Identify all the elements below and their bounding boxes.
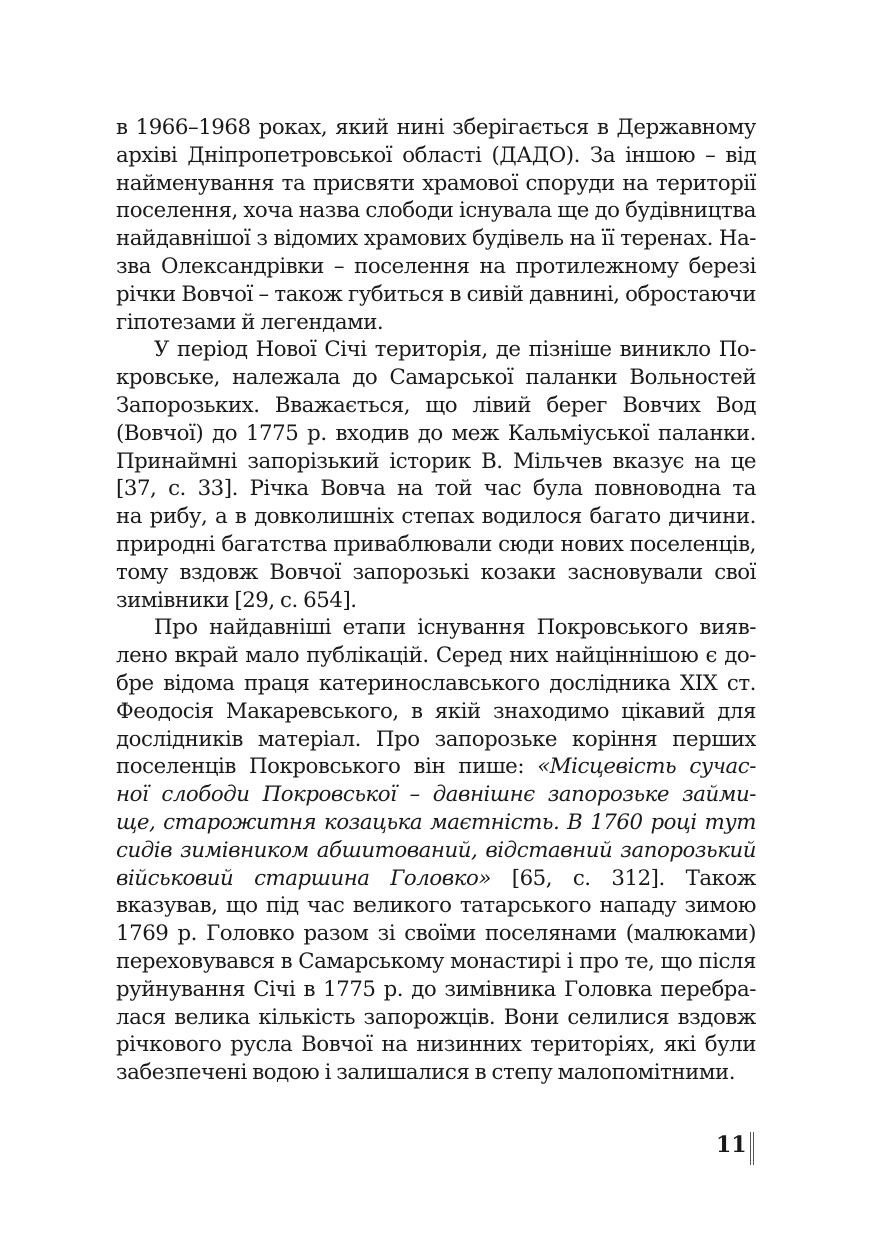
- text-line: [116, 364, 756, 392]
- text-line: [116, 559, 756, 587]
- line-text: гіпотезами й легендами.: [116, 309, 384, 335]
- line-text: 1769 р. Головко разом зі своїми поселянами (малюками): [116, 921, 756, 947]
- text-line: [116, 531, 756, 559]
- italic-quote-text: «Місцевість сучас-: [537, 754, 756, 780]
- line-text: У період Нової Січі територія, де пізніше виникло По-: [154, 337, 756, 363]
- line-text: лася велика кількість запорожців. Вони селилися вздовж: [116, 1004, 756, 1030]
- line-text: тому вздовж Вовчої запорозькі козаки засновували свої: [116, 559, 756, 585]
- line-text: бре відома праця катеринославського дослідника XIX ст.: [116, 670, 756, 696]
- text-line: [116, 225, 756, 253]
- text-line: [116, 614, 756, 642]
- text-line: [116, 1004, 756, 1032]
- text-line: [116, 753, 756, 781]
- text-line: [116, 920, 756, 948]
- text-line: [116, 670, 756, 698]
- line-text: природні багатства приваблювали сюди нових поселенців,: [116, 531, 756, 557]
- line-text: кровське, належала до Самарської паланки Вольностей: [116, 365, 756, 391]
- text-line: [116, 892, 756, 920]
- paragraph: [116, 336, 756, 614]
- text-line: [116, 170, 756, 198]
- text-line: [116, 587, 756, 615]
- line-text: найдавнішої з відомих храмових будівель на її теренах. На-: [116, 226, 756, 252]
- text-line: [116, 420, 756, 448]
- text-line: [116, 865, 756, 893]
- line-text: (Вовчої) до 1775 р. входив до меж Кальміуської паланки.: [116, 420, 756, 446]
- line-text: забезпечені водою і залишалися в степу малопомітними.: [116, 1060, 736, 1086]
- page-body: [116, 114, 756, 1087]
- italic-quote-text: сидів зимівником абшитований, відставний запорозький: [116, 837, 756, 863]
- line-text: переховувався в Самарському монастирі і про те, що після: [116, 948, 756, 974]
- text-line: [116, 1031, 756, 1059]
- line-text: зимівники [29, с. 654].: [116, 587, 357, 613]
- italic-quote-text: ще, старожитня козацька маєтність. В 1760 році тут: [116, 809, 756, 835]
- text-line: [116, 976, 756, 1004]
- italic-quote-text: ної слободи Покровської – давнішнє запорозьке займи-: [116, 782, 756, 808]
- line-text: лено вкрай мало публікацій. Серед них найціннішою є до-: [116, 643, 756, 669]
- page-number-rule: [750, 1132, 754, 1165]
- text-line: [116, 336, 756, 364]
- text-line: [116, 948, 756, 976]
- paragraph: [116, 614, 756, 1087]
- page-number: 11: [716, 1132, 747, 1158]
- text-line: [116, 809, 756, 837]
- line-text: [37, с. 33]. Річка Вовча на той час була повноводна та: [116, 476, 756, 502]
- text-line: [116, 309, 756, 337]
- paragraph: [116, 114, 756, 336]
- text-line: [116, 475, 756, 503]
- italic-quote-text: військовий старшина Головко»: [116, 865, 491, 891]
- text-line: [116, 781, 756, 809]
- line-text: [65, с. 312]. Також: [511, 865, 756, 891]
- line-text: руйнування Січі в 1775 р. до зимівника Головка перебра-: [116, 976, 756, 1002]
- text-line: [116, 698, 756, 726]
- text-line: [116, 142, 756, 170]
- line-text: в 1966–1968 роках, який нині зберігається в Державному: [116, 115, 756, 140]
- line-text: на рибу, а в довколишніх степах водилося багато дичини.: [116, 504, 756, 530]
- text-line: [116, 642, 756, 670]
- text-line: [116, 726, 756, 754]
- text-line: [116, 281, 756, 309]
- line-text: найменування та присвяти храмової споруди на території: [116, 170, 756, 196]
- text-line: [116, 1059, 756, 1087]
- line-text: зва Олександрівки – поселення на протилежному березі: [116, 253, 756, 279]
- text-line: [116, 197, 756, 225]
- line-text: поселенців Покровського він пише:: [116, 754, 538, 780]
- text-line: [116, 114, 756, 142]
- line-text: Про найдавніші етапи існування Покровського вияв-: [154, 615, 756, 641]
- line-text: архіві Дніпропетровської області (ДАДО). За іншою – від: [116, 142, 756, 168]
- line-text: поселення, хоча назва слободи існувала ще до будівництва: [116, 198, 756, 224]
- text-line: [116, 837, 756, 865]
- text-line: [116, 448, 756, 476]
- line-text: дослідників матеріал. Про запорозьке коріння перших: [116, 726, 756, 752]
- line-text: Принаймні запорізький історик В. Мільчев вказує на це: [116, 448, 756, 474]
- line-text: річки Вовчої – також губиться в сивій давнині, обростаючи: [116, 281, 756, 307]
- text-line: [116, 392, 756, 420]
- line-text: Запорозьких. Вважається, що лівий берег Вовчих Вод: [116, 392, 756, 418]
- line-text: Феодосія Макаревського, в якій знаходимо цікавий для: [116, 698, 756, 724]
- line-text: річкового русла Вовчої на низинних територіях, які були: [116, 1032, 756, 1058]
- text-line: [116, 253, 756, 281]
- text-line: [116, 503, 756, 531]
- line-text: вказував, що під час великого татарського нападу зимою: [116, 893, 756, 919]
